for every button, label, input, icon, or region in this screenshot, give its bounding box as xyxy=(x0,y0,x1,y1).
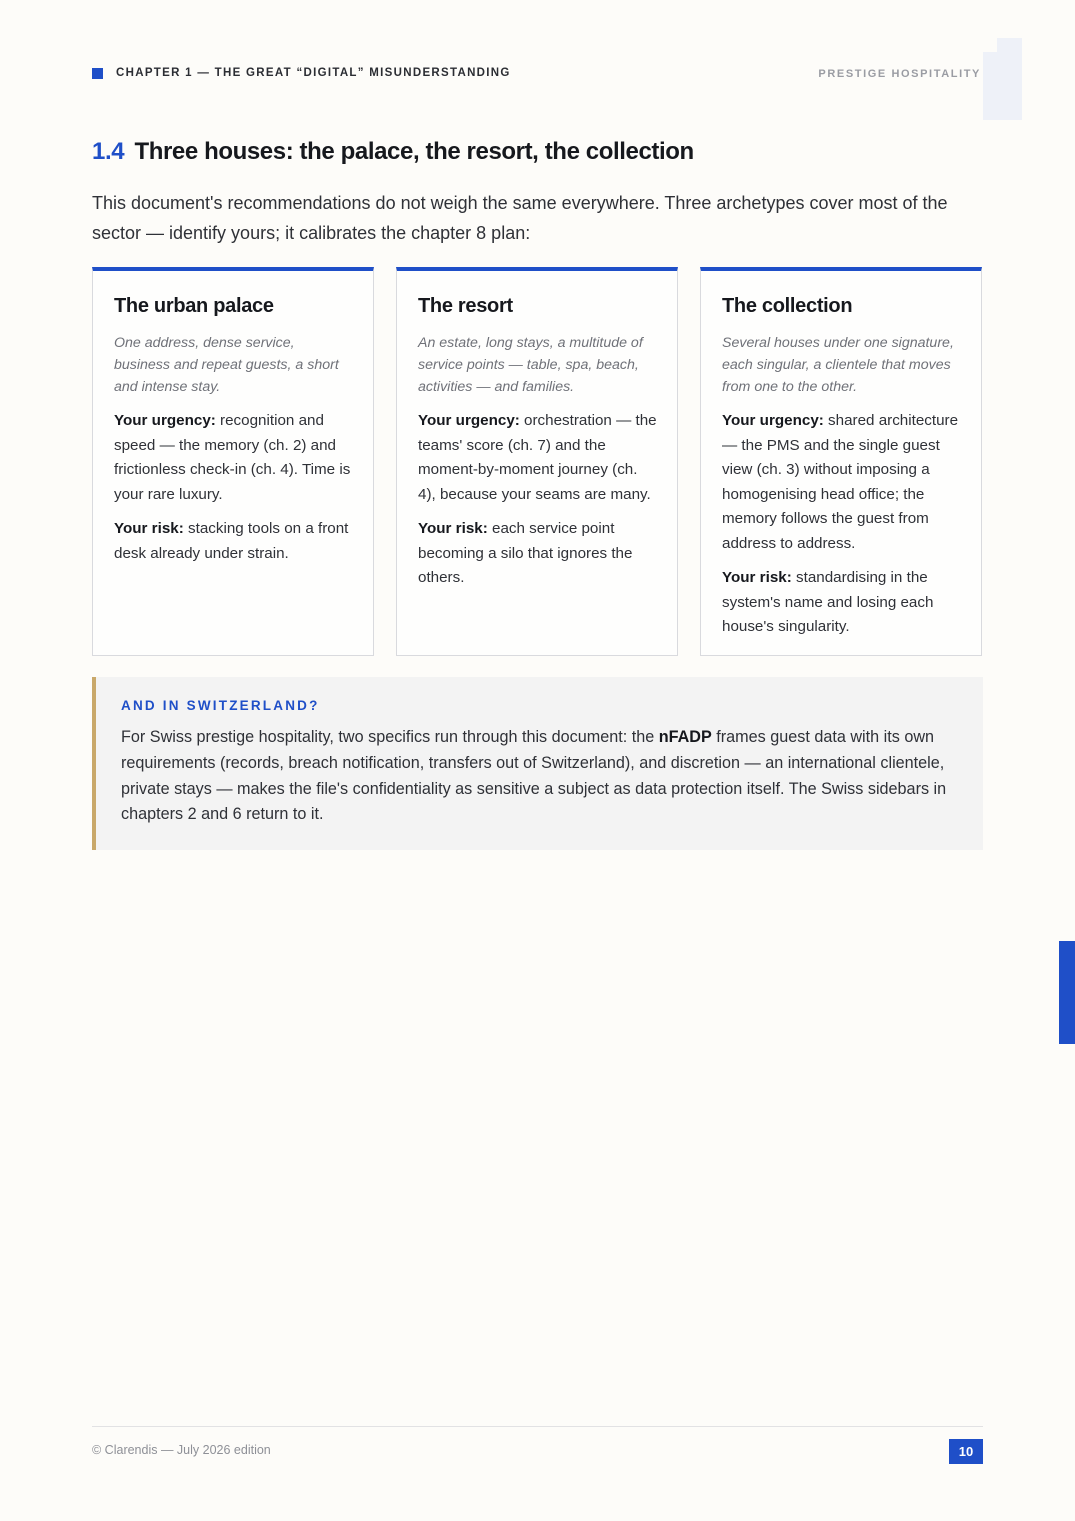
archetype-card-resort xyxy=(396,267,678,656)
risk-text: each service point becoming a silo that ignores the others. xyxy=(418,520,633,586)
switzerland-sidebar xyxy=(92,677,983,850)
card-urgency xyxy=(722,409,961,556)
card-title: The resort xyxy=(418,295,513,317)
chapter-edge-tab xyxy=(1059,941,1075,1044)
risk-label: Your risk: xyxy=(418,520,488,537)
nfadp-term: nFADP xyxy=(658,728,712,746)
urgency-text: recognition and speed — the memory (ch. 2) and frictionless check-in (ch. 4). Time is your rare luxury. xyxy=(114,412,351,503)
card-description: One address, dense service, business and repeat guests, a short and intense stay. xyxy=(114,335,339,395)
section-number: 1.4 xyxy=(92,138,125,165)
sidebar-label: AND IN SWITZERLAND? xyxy=(121,698,320,713)
archetype-card-urban-palace xyxy=(92,267,374,656)
urgency-label: Your urgency: xyxy=(722,412,824,429)
urgency-text: orchestration — the teams' score (ch. 7) and the moment-by-moment journey (ch. 4), because your seams are many. xyxy=(418,412,657,503)
sidebar-text-before: For Swiss prestige hospitality, two specifics run through this document: the xyxy=(121,728,659,746)
risk-label: Your risk: xyxy=(114,520,184,537)
risk-label: Your risk: xyxy=(722,569,792,586)
card-urgency xyxy=(418,409,657,507)
risk-text: stacking tools on a front desk already under strain. xyxy=(114,520,349,562)
card-risk xyxy=(114,517,353,566)
card-risk xyxy=(722,566,961,640)
section-title xyxy=(92,138,694,166)
card-risk xyxy=(418,517,657,591)
card-title: The collection xyxy=(722,295,853,317)
page-number-badge: 10 xyxy=(949,1439,983,1464)
card-urgency xyxy=(114,409,353,507)
urgency-label: Your urgency: xyxy=(418,412,520,429)
sidebar-text xyxy=(121,725,956,828)
urgency-text: shared architecture — the PMS and the single guest view (ch. 3) without imposing a homogenising head office; the memory follows the guest from address to address. xyxy=(722,412,959,552)
sidebar-text-after: frames guest data with its own requirements (records, breach notification, transfers out of Switzerland), and discretion — an international clientele, private stays — makes the file's confidentiality as sensitive a subject as data protection itself. The Swiss sidebars in chapters 2 and 6 return to it. xyxy=(121,728,947,824)
card-title: The urban palace xyxy=(114,295,274,317)
card-description: Several houses under one signature, each singular, a clientele that moves from one to the other. xyxy=(722,335,954,395)
chapter-number-graphic xyxy=(983,38,1022,120)
urgency-label: Your urgency: xyxy=(114,412,216,429)
running-header-brand: PRESTIGE HOSPITALITY xyxy=(818,68,981,80)
section-title-text: Three houses: the palace, the resort, the collection xyxy=(134,138,694,165)
chapter-marker-square xyxy=(92,68,103,79)
footer-divider xyxy=(92,1426,983,1427)
risk-text: standardising in the system's name and losing each house's singularity. xyxy=(722,569,934,635)
card-description: An estate, long stays, a multitude of service points — table, spa, beach, activities — and families. xyxy=(418,335,643,395)
archetype-card-collection xyxy=(700,267,982,656)
section-intro: This document's recommendations do not weigh the same everywhere. Three archetypes cover most of the sector — identify yours; it calibrates the chapter 8 plan: xyxy=(92,193,948,243)
footer-copyright: © Clarendis — July 2026 edition xyxy=(92,1443,271,1457)
running-header-chapter: CHAPTER 1 — THE GREAT “DIGITAL” MISUNDERSTANDING xyxy=(116,67,511,79)
